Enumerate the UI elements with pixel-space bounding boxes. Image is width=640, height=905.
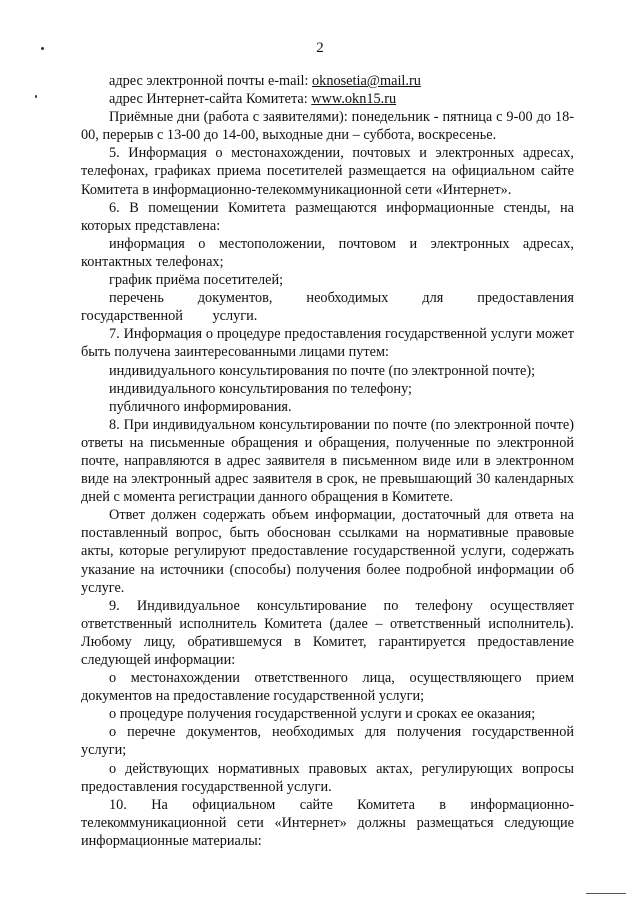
document-body [81,72,574,850]
paragraph-9: 9. Индивидуальное консультирование по телефону осуществляет ответственный исполнитель Комитета (далее – ответственный исполнитель). Любому лицу, обратившемуся в Комитет, гарантируется предоставление следующей информации: [81,597,574,668]
paragraph-reception-days: Приёмные дни (работа с заявителями): понедельник - пятница с 9-00 до 18-00, перерыв с 13-00 до 14-00, выходные дни – суббота, воскресенье. [81,109,574,144]
page-number: 2 [316,40,324,56]
email-line [81,72,574,90]
paragraph-10: 10. На официальном сайте Комитета в информационно-телекоммуникационной сети «Интернет» должны размещаться следующие информационные материалы: [81,796,574,849]
list-item: о действующих нормативных правовых актах, регулирующих вопросы предоставления государственной услуги. [81,760,574,795]
list-item: о местонахождении ответственного лица, осуществляющего прием документов на предоставление государственной услуги; [81,670,574,705]
website-line [81,90,574,108]
list-item: перечень документов, необходимых для предоставления государственной услуги. [81,290,574,325]
scan-edge-line [586,893,626,894]
paragraph-answer: Ответ должен содержать объем информации, достаточный для ответа на поставленный вопрос, быть обоснован ссылками на нормативные правовые акты, которые регулируют предоставление государственной услуги, содержать указание на источники (способы) получения более подробной информации об услуге. [81,507,574,596]
list-item: индивидуального консультирования по почте (по электронной почте); [109,362,536,379]
paragraph-5: 5. Информация о местонахождении, почтовых и электронных адресах, телефонах, графиках приема посетителей размещается на официальном сайте Комитета в информационно-телекоммуникационной сети «Интернет». [81,145,574,198]
scan-speck [35,95,37,98]
website-link[interactable]: www.okn15.ru [311,91,397,108]
email-label: адрес электронной почты e-mail: [109,73,313,89]
paragraph-8: 8. При индивидуальном консультировании по почте (по электронной почте) ответы на письменные обращения и обращения, полученные по электронной почте, направляются в адрес заявителя в письменном виде или в электронном виде на электронный адрес заявителя в срок, не превышающий 30 календарных дней с момента регистрации данного обращения в Комитете. [81,416,574,506]
website-label: адрес Интернет-сайта Комитета: [109,91,312,108]
list-item: публичного информирования. [109,398,292,415]
list-item: график приёма посетителей; [109,272,284,289]
paragraph-6: 6. В помещении Комитета размещаются информационные стенды, на которых представлена: [81,199,574,234]
paragraph-7: 7. Информация о процедуре предоставления государственной услуги может быть получена заинтересованными лицами путем: [81,326,574,361]
email-link[interactable]: oknosetia@mail.ru [312,73,421,89]
list-item: о перечне документов, необходимых для получения государственной услуги; [81,724,574,759]
list-item: о процедуре получения государственной услуги и сроках ее оказания; [109,706,536,723]
list-item: информация о местоположении, почтовом и электронных адресах, контактных телефонах; [81,235,574,270]
list-item: индивидуального консультирования по телефону; [109,380,412,397]
